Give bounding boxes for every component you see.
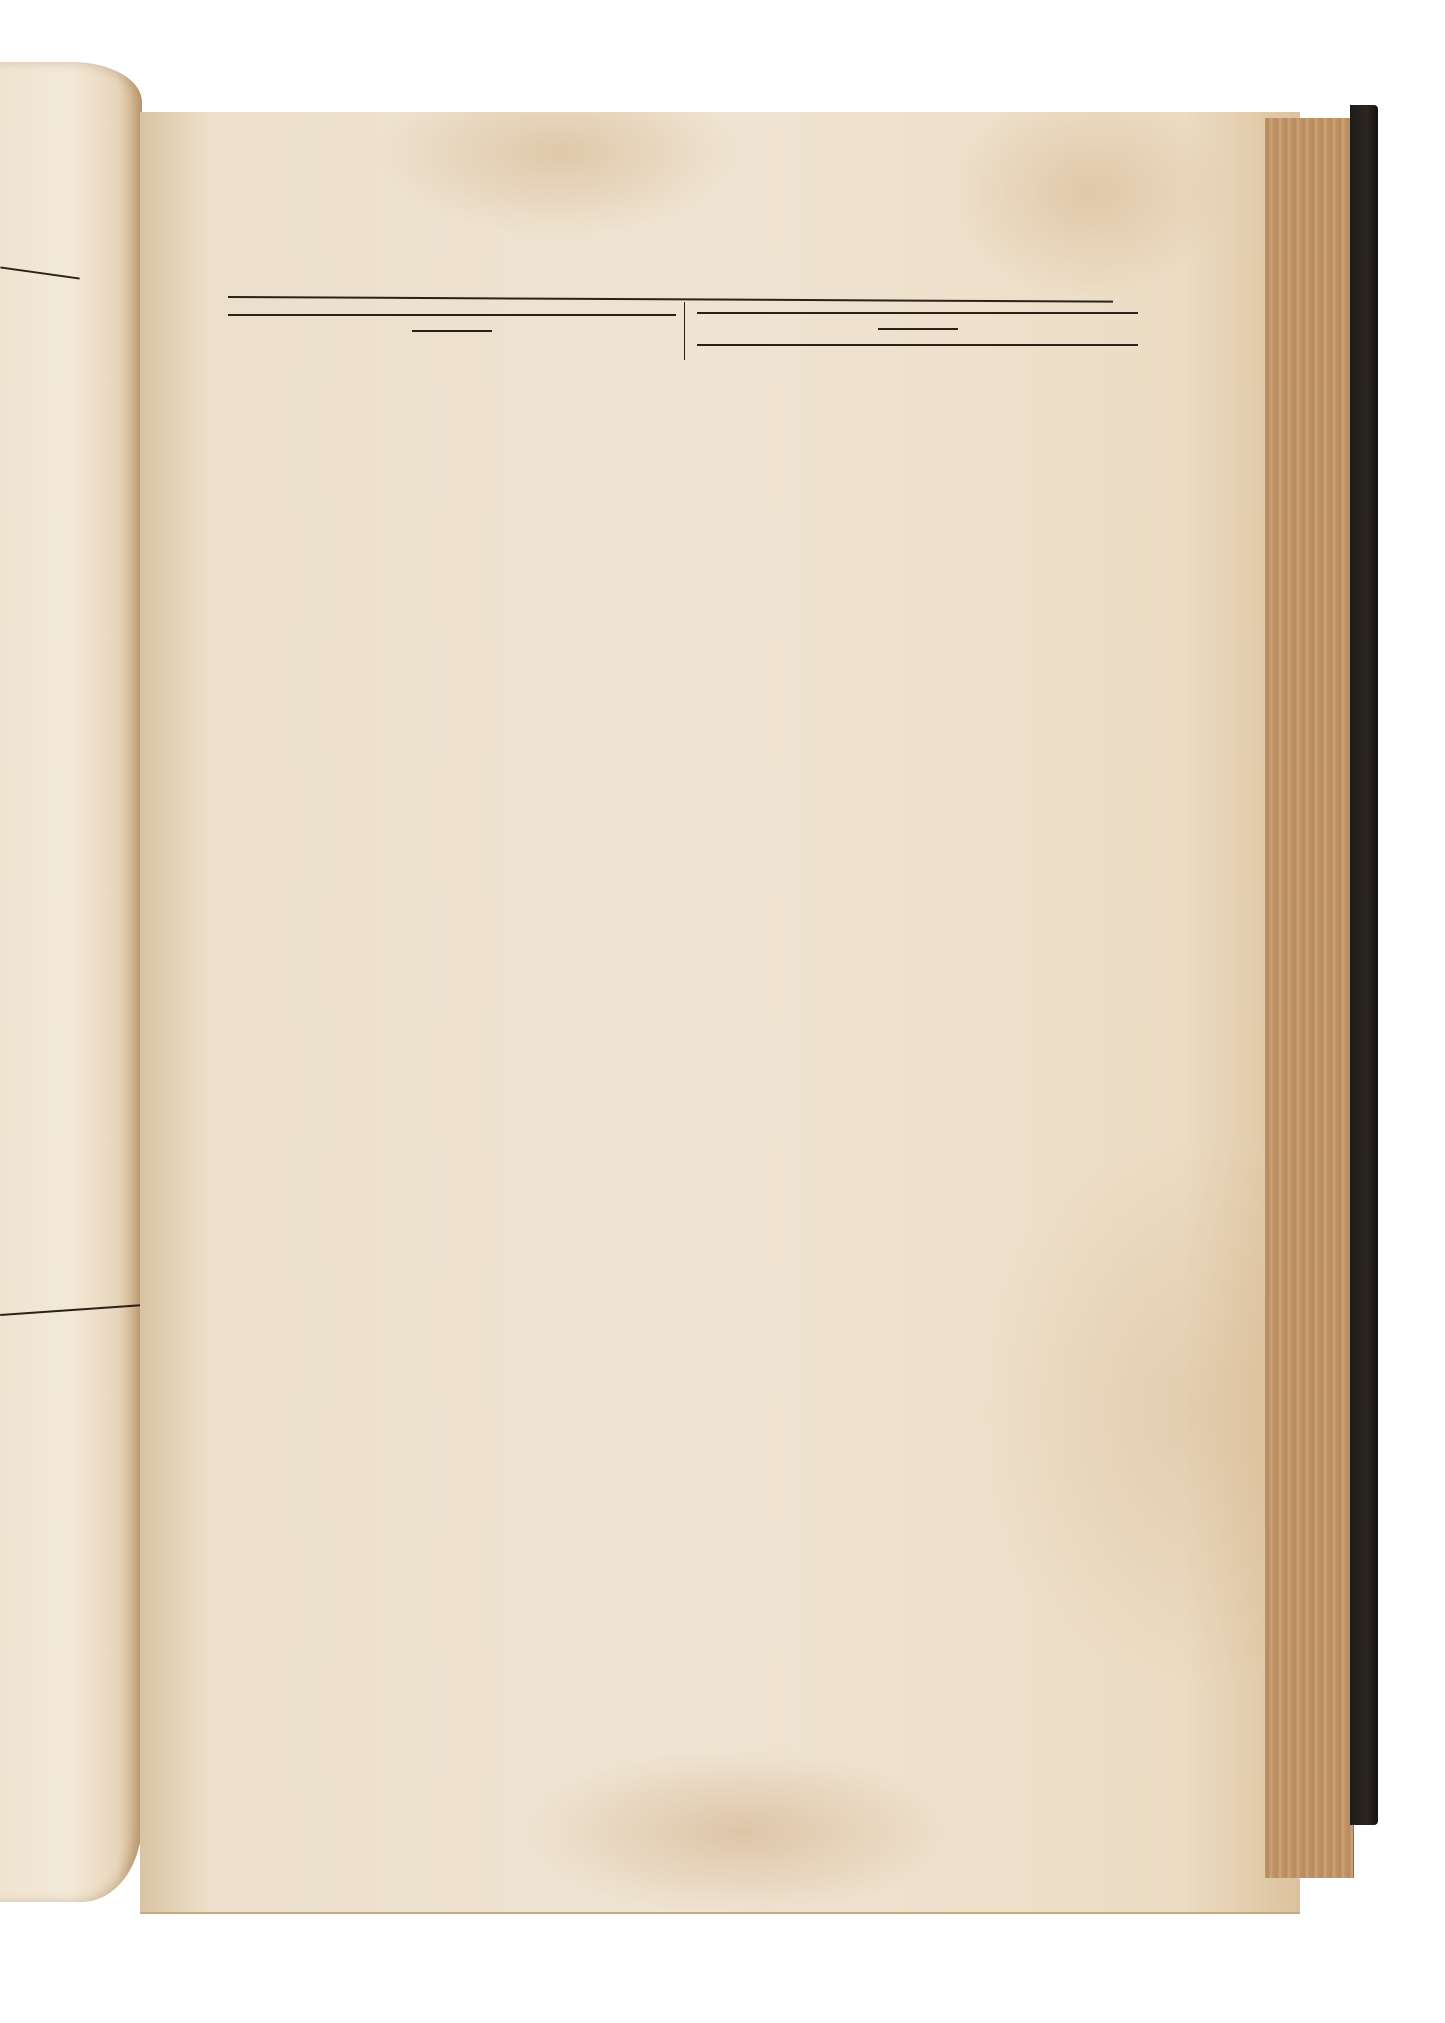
running-head bbox=[228, 262, 1138, 296]
book-cover-edge bbox=[1350, 105, 1378, 1825]
left-page-rule bbox=[0, 266, 79, 279]
title-short-rule bbox=[412, 330, 492, 332]
two-column-body bbox=[228, 302, 1138, 360]
left-page-section-rule bbox=[0, 1304, 142, 1316]
page-91 bbox=[140, 112, 1300, 1914]
column-right bbox=[684, 302, 1138, 360]
section-divider-right bbox=[697, 312, 1138, 314]
section-divider-closing bbox=[697, 344, 1138, 346]
title-short-rule-right bbox=[878, 328, 958, 330]
facing-page-left bbox=[0, 62, 142, 1902]
column-left bbox=[228, 302, 684, 360]
page-content bbox=[228, 262, 1138, 360]
page-block-edges bbox=[1265, 118, 1354, 1878]
section-divider bbox=[228, 314, 676, 316]
